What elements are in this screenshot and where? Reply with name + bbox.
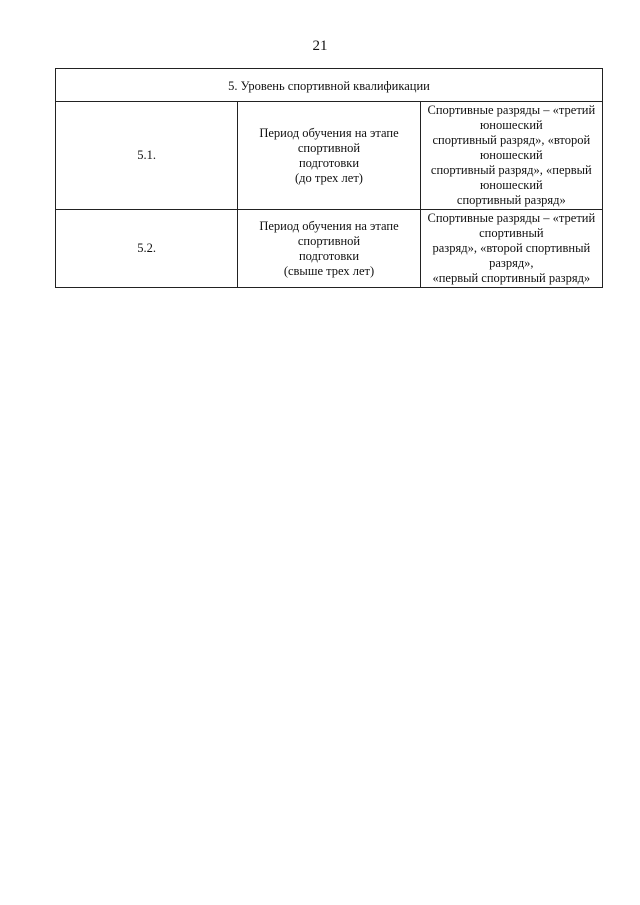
page-number: 21 <box>312 38 328 54</box>
cell-text-line: Период обучения на этапе спортивной <box>259 218 399 248</box>
cell-text-line: (до трех лет) <box>295 170 363 185</box>
cell-text-line: «первый спортивный разряд» <box>432 271 591 285</box>
cell-text-line: подготовки <box>298 248 360 263</box>
table-row <box>56 210 603 288</box>
section-title: 5. Уровень спортивной квалификации <box>56 69 603 102</box>
row-number: 5.2. <box>56 210 238 288</box>
sport-ranks-cell <box>420 210 602 288</box>
cell-text-line: разряд», «второй спортивный разряд», <box>432 241 591 270</box>
cell-text-line: спортивный разряд», «второй юношеский <box>432 133 591 162</box>
cell-text-line: Период обучения на этапе спортивной <box>259 125 399 155</box>
cell-text-line: (свыше трех лет) <box>283 263 375 278</box>
table-row <box>56 102 603 210</box>
training-period-cell <box>238 210 420 288</box>
qualification-table <box>55 68 603 288</box>
cell-text-line: Спортивные разряды – «третий юношеский <box>427 103 596 132</box>
row-number: 5.1. <box>56 102 238 210</box>
sport-ranks-cell <box>420 102 602 210</box>
cell-text-line: подготовки <box>298 155 360 170</box>
cell-text-line: спортивный разряд», «первый юношеский <box>430 163 592 192</box>
section-header-row <box>56 69 603 102</box>
cell-text-line: Спортивные разряды – «третий спортивный <box>427 211 596 240</box>
training-period-cell <box>238 102 420 210</box>
cell-text-line: спортивный разряд» <box>456 193 566 207</box>
